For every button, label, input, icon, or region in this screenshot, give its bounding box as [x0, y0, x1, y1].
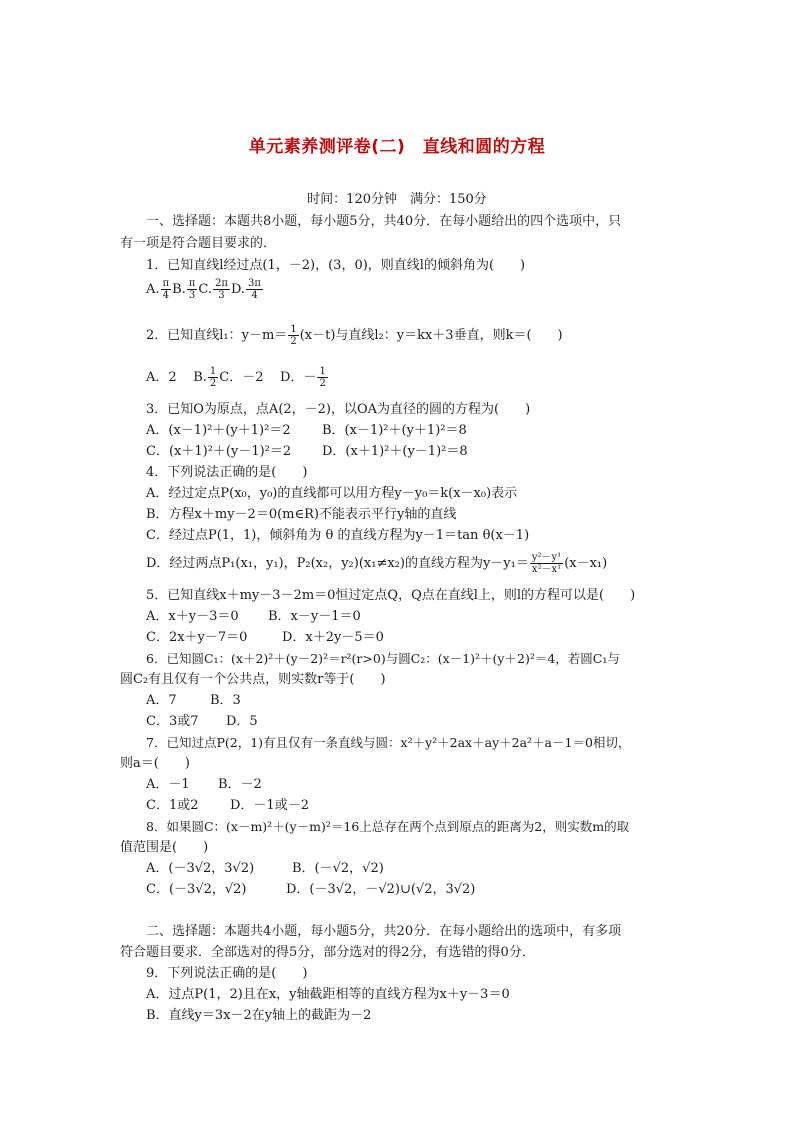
q2-option-d-label: D．－ — [280, 370, 317, 385]
q5-option-b: B．x－y－1＝0 — [268, 609, 361, 624]
q3-stem: 3．已知O为原点，点A(2，－2)，以OA为直径的圆的方程为( ) — [146, 402, 531, 417]
q6-option-c: C．3或7 — [146, 714, 199, 729]
q7-option-d: D．－1或－2 — [230, 798, 309, 813]
q4-option-a: A．经过定点P(x₀，y₀)的直线都可以用方程y－y₀＝k(x－x₀)表示 — [146, 486, 518, 501]
q4-option-b: B．方程x＋my－2＝0(m∈R)不能表示平行y轴的直线 — [146, 507, 457, 522]
q5-option-c: C．2x＋y－7＝0 — [146, 630, 248, 645]
exam-meta: 时间：120分钟 满分：150分 — [307, 192, 487, 207]
q6-option-b: B．3 — [210, 693, 241, 708]
q8-stem-line1: 8．如果圆C：(x－m)²＋(y－m)²＝16上总存在两个点到原点的距离为2，则实数m的取 — [146, 819, 630, 834]
q7-option-c: C．1或2 — [146, 798, 199, 813]
q1-option-c-fraction: $\frac{2\pi}{3}$ — [215, 278, 228, 301]
q2-stem-fraction: $\frac{1}{2}$ — [290, 324, 297, 347]
q7-stem-line1: 7．已知过点P(2，1)有且仅有一条直线与圆：x²＋y²＋2ax＋ay＋2a²＋a－1＝0相切， — [146, 735, 631, 750]
q9-option-a: A．过点P(1，2)且在x，y轴截距相等的直线方程为x＋y－3＝0 — [146, 987, 510, 1002]
q4-stem: 4．下列说法正确的是( ) — [146, 465, 308, 480]
q1-option-b-fraction: $\frac{\pi}{3}$ — [188, 278, 196, 301]
page-title: 单元素养测评卷(二) 直线和圆的方程 — [248, 137, 546, 157]
q7-option-b: B．－2 — [218, 777, 262, 792]
section2-intro-line2: 符合题目要求．全部选对的得5分，部分选对的得2分，有选错的得0分． — [120, 945, 535, 960]
q1-options — [146, 278, 264, 302]
q1-stem: 1．已知直线l经过点(1，－2)，(3，0)，则直线l的倾斜角为( ) — [146, 258, 526, 273]
q7-option-a: A．－1 — [146, 777, 190, 792]
q1-option-d-fraction: $\frac{3\pi}{4}$ — [248, 278, 261, 301]
q8-option-a: A．(－3√2，3√2) — [146, 861, 255, 876]
q3-option-b: B．(x－1)²＋(y＋1)²＝8 — [322, 423, 467, 438]
q6-stem-line2: 圆C₂有且仅有一个公共点，则实数r等于( ) — [120, 672, 386, 687]
q1-option-a-label: A. — [146, 282, 160, 297]
q3-option-a: A．(x－1)²＋(y＋1)²＝2 — [146, 423, 291, 438]
q4-option-c: C．经过点P(1，1)，倾斜角为 θ 的直线方程为y－1＝tan θ(x－1) — [146, 528, 530, 543]
q2-stem: 2．已知直线l₁：y－m＝ $\frac{1}{2}$ (x－t)与直线l₂：y＝kx＋3垂直，则k＝( ) — [146, 324, 563, 347]
q2-option-b-fraction: $\frac{1}{2}$ — [209, 366, 217, 389]
q2-options — [146, 366, 329, 390]
q8-option-d: D．(－3√2，－√2)∪(√2，3√2) — [286, 882, 476, 897]
section1-intro-line2: 有一项是符合题目要求的． — [120, 236, 277, 251]
q1-option-d-label: D. — [230, 282, 246, 297]
q7-stem-line2: 则a＝( ) — [120, 756, 190, 771]
q9-option-b: B．直线y＝3x－2在y轴上的截距为－2 — [146, 1008, 372, 1023]
q5-option-d: D．x＋2y－5＝0 — [282, 630, 384, 645]
q8-option-c: C．(－3√2，√2) — [146, 882, 247, 897]
q8-option-b: B．(－√2，√2) — [292, 861, 384, 876]
q2-option-c: C．－2 — [219, 370, 264, 385]
q8-stem-line2: 值范围是( ) — [120, 840, 209, 855]
q6-option-a: A．7 — [146, 693, 177, 708]
q2-option-d-fraction: $\frac{1}{2}$ — [319, 366, 326, 389]
section2-intro-line1: 二、选择题：本题共4小题，每小题5分，共20分．在每小题给出的选项中，有多项 — [146, 924, 622, 939]
q5-stem: 5．已知直线x＋my－3－2m＝0恒过定点Q，Q点在直线l上，则l的方程可以是( ) — [146, 588, 636, 603]
q2-option-a: A．2 — [146, 370, 177, 385]
section1-intro-line1: 一、选择题：本题共8小题，每小题5分，共40分．在每小题给出的四个选项中，只 — [146, 214, 622, 229]
q9-stem: 9．下列说法正确的是( ) — [146, 966, 308, 981]
q4-option-d: D．经过两点P₁(x₁，y₁)，P₂(x₂，y₂)(x₁≠x₂)的直线方程为y－y₁＝ $\frac{\text{y²－y¹}}{\text{x²－x¹}}$ (x－x₁) — [146, 552, 608, 575]
q1-option-b-label: B. — [172, 282, 186, 297]
q1-option-c-label: C. — [198, 282, 212, 297]
q6-stem-line1: 6．已知圆C₁：(x＋2)²＋(y－2)²＝r²(r>0)与圆C₂：(x－1)²＋(y＋2)²＝4，若圆C₁与 — [146, 651, 620, 666]
q6-option-d: D．5 — [226, 714, 258, 729]
q3-option-c: C．(x＋1)²＋(y－1)²＝2 — [146, 444, 292, 459]
q4-option-d-fraction: $\frac{\text{y²－y¹}}{\text{x²－x¹}}$ — [531, 552, 562, 575]
q2-option-b-label: B. — [193, 370, 207, 385]
q5-option-a: A．x＋y－3＝0 — [146, 609, 239, 624]
q1-option-a-fraction: $\frac{\pi}{4}$ — [162, 278, 170, 301]
q3-option-d: D．(x＋1)²＋(y－1)²＝8 — [322, 444, 468, 459]
